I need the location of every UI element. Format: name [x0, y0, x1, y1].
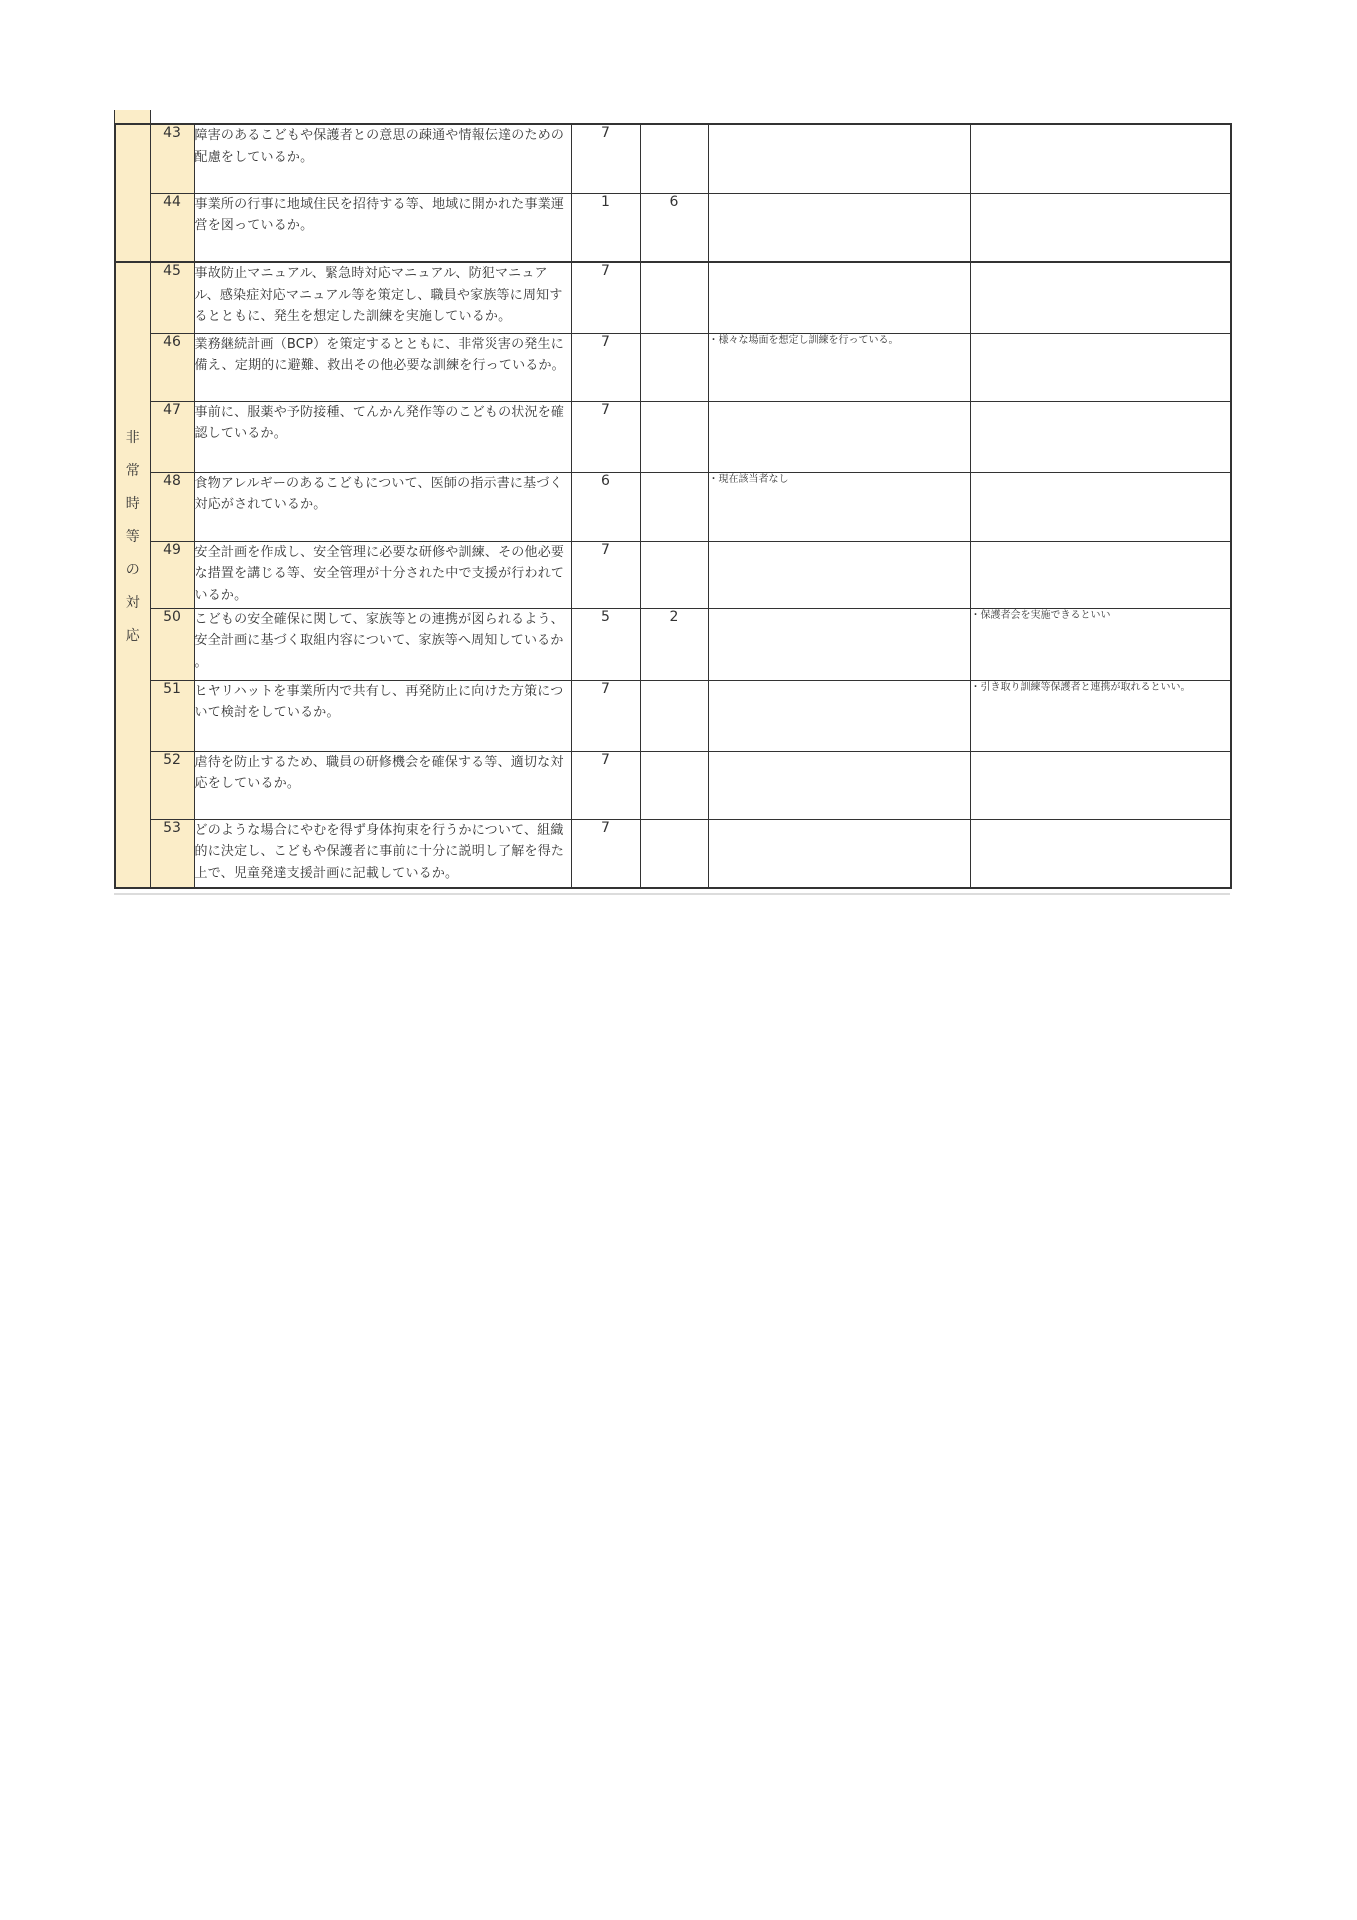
- count-col1-cell: 7: [571, 751, 640, 819]
- count-col2-cell: [640, 819, 708, 888]
- comment-col1-cell: ・現在該当者なし: [708, 472, 970, 541]
- count-col1-cell: 7: [571, 401, 640, 472]
- page-gridline-artifact: [114, 893, 1230, 895]
- category-cell-empty: [115, 124, 150, 262]
- count-col1-cell: 6: [571, 472, 640, 541]
- count-col2-cell: 6: [640, 193, 708, 262]
- question-cell: 事前に、服薬や予防接種、てんかん発作等のこどもの状況を確認しているか。: [194, 401, 571, 472]
- table-row-48: [115, 472, 1231, 541]
- table-row-52: [115, 751, 1231, 819]
- item-number-cell: 51: [150, 680, 194, 751]
- question-cell: 業務継続計画（BCP）を策定するとともに、非常災害の発生に備え、定期的に避難、救出その他必要な訓練を行っているか。: [194, 333, 571, 401]
- comment-col2-cell: [970, 472, 1231, 541]
- comment-col1-cell: [708, 608, 970, 680]
- count-col1-cell: 7: [571, 819, 640, 888]
- question-cell: 食物アレルギーのあるこどもについて、医師の指示書に基づく対応がされているか。: [194, 472, 571, 541]
- table-row-53: [115, 819, 1231, 888]
- table-row-47: [115, 401, 1231, 472]
- comment-col2-cell: [970, 193, 1231, 262]
- comment-col2-cell: [970, 541, 1231, 608]
- table-row-50: [115, 608, 1231, 680]
- count-col2-cell: [640, 124, 708, 193]
- question-cell: 事故防止マニュアル、緊急時対応マニュアル、防犯マニュアル、感染症対応マニュアル等を策定し、職員や家族等に周知するとともに、発生を想定した訓練を実施しているか。: [194, 262, 571, 333]
- count-col1-cell: 7: [571, 124, 640, 193]
- self-evaluation-table: [114, 123, 1232, 889]
- cutoff-previous-row-sliver: [114, 110, 151, 123]
- item-number-cell: 52: [150, 751, 194, 819]
- comment-col1-cell: [708, 401, 970, 472]
- comment-col2-cell: [970, 333, 1231, 401]
- item-number-cell: 50: [150, 608, 194, 680]
- comment-col2-cell: ・引き取り訓練等保護者と連携が取れるといい。: [970, 680, 1231, 751]
- count-col1-cell: 5: [571, 608, 640, 680]
- item-number-cell: 53: [150, 819, 194, 888]
- comment-col2-cell: [970, 751, 1231, 819]
- table-row-44: [115, 193, 1231, 262]
- question-cell: 障害のあるこどもや保護者との意思の疎通や情報伝達のための配慮をしているか。: [194, 124, 571, 193]
- count-col2-cell: [640, 333, 708, 401]
- table-row-49: [115, 541, 1231, 608]
- comment-col1-cell: [708, 193, 970, 262]
- comment-col1-cell: [708, 262, 970, 333]
- count-col2-cell: [640, 751, 708, 819]
- count-col1-cell: 7: [571, 680, 640, 751]
- comment-col2-cell: [970, 819, 1231, 888]
- question-cell: どのような場合にやむを得ず身体拘束を行うかについて、組織的に決定し、こどもや保護者に事前に十分に説明し了解を得た上で、児童発達支援計画に記載しているか。: [194, 819, 571, 888]
- item-number-cell: 49: [150, 541, 194, 608]
- comment-col1-cell: [708, 124, 970, 193]
- comment-col1-cell: [708, 541, 970, 608]
- count-col2-cell: [640, 541, 708, 608]
- item-number-cell: 45: [150, 262, 194, 333]
- question-cell: 安全計画を作成し、安全管理に必要な研修や訓練、その他必要な措置を講じる等、安全管理が十分された中で支援が行われているか。: [194, 541, 571, 608]
- count-col2-cell: [640, 680, 708, 751]
- category-label-vertical: 非常時等の対応: [125, 429, 140, 644]
- table-row-46: [115, 333, 1231, 401]
- comment-col2-cell: [970, 401, 1231, 472]
- count-col1-cell: 1: [571, 193, 640, 262]
- comment-col1-cell: [708, 680, 970, 751]
- comment-col2-cell: ・保護者会を実施できるといい: [970, 608, 1231, 680]
- table-row-51: [115, 680, 1231, 751]
- question-cell: 虐待を防止するため、職員の研修機会を確保する等、適切な対応をしているか。: [194, 751, 571, 819]
- count-col1-cell: 7: [571, 333, 640, 401]
- item-number-cell: 44: [150, 193, 194, 262]
- question-cell: こどもの安全確保に関して、家族等との連携が図られるよう、安全計画に基づく取組内容について、家族等へ周知しているか 。: [194, 608, 571, 680]
- count-col1-cell: 7: [571, 262, 640, 333]
- count-col2-cell: [640, 262, 708, 333]
- comment-col2-cell: [970, 124, 1231, 193]
- count-col2-cell: 2: [640, 608, 708, 680]
- count-col1-cell: 7: [571, 541, 640, 608]
- question-cell: ヒヤリハットを事業所内で共有し、再発防止に向けた方策について検討をしているか。: [194, 680, 571, 751]
- item-number-cell: 46: [150, 333, 194, 401]
- comment-col2-cell: [970, 262, 1231, 333]
- category-cell-emergency-response: [115, 262, 150, 888]
- table-row-43: [115, 124, 1231, 193]
- count-col2-cell: [640, 472, 708, 541]
- table-row-45: [115, 262, 1231, 333]
- item-number-cell: 47: [150, 401, 194, 472]
- comment-col1-cell: ・様々な場面を想定し訓練を行っている。: [708, 333, 970, 401]
- count-col2-cell: [640, 401, 708, 472]
- comment-col1-cell: [708, 751, 970, 819]
- comment-col1-cell: [708, 819, 970, 888]
- question-cell: 事業所の行事に地域住民を招待する等、地域に開かれた事業運営を図っているか。: [194, 193, 571, 262]
- item-number-cell: 43: [150, 124, 194, 193]
- item-number-cell: 48: [150, 472, 194, 541]
